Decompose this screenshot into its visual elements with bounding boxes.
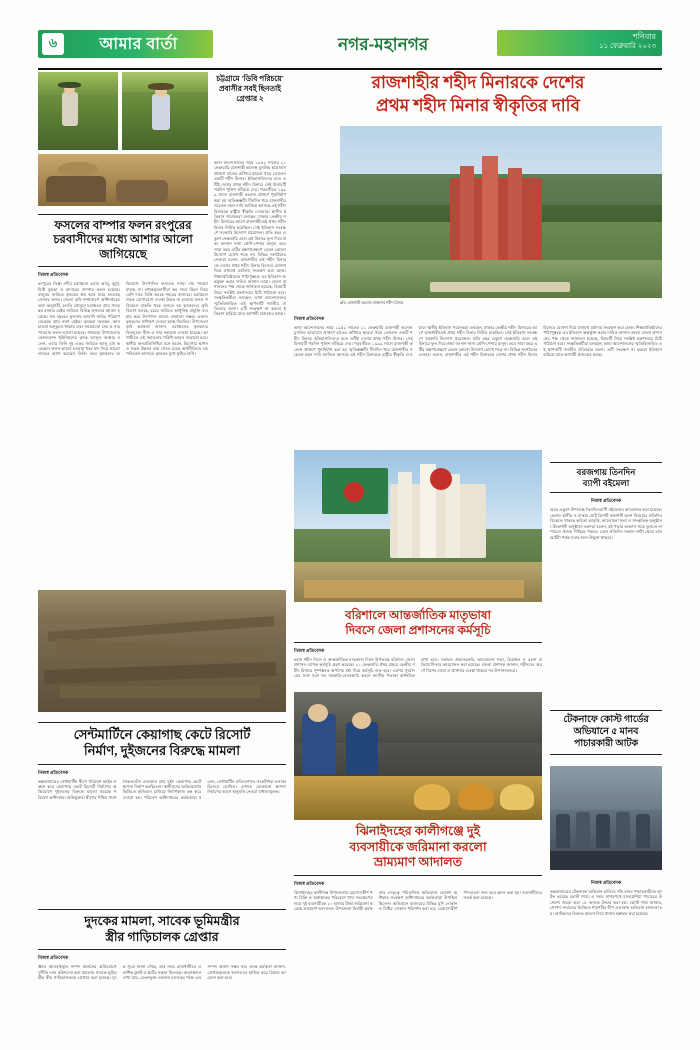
rajshahi-byline: নিজস্ব প্রতিবেদক [294, 316, 325, 321]
divider [38, 949, 286, 950]
masthead-date-block [497, 30, 662, 56]
saintmartin-body: কক্সবাজারের সেন্টমার্টিন দ্বীপে পরিবেশ আইন লঙ্ঘন করে কেয়াগাছ কেটে রিসোর্ট নির্মাণের অভিযোগে দুইজনের বিরুদ্ধে মামলা করেছে পরিবেশ অধিদপ্তর। অভিযুক্তরা দ্বীপের পশ্চিম পাশে সৈকতঘেঁষা এলাকায় প্রায় দুইশ কেয়াগাছ কেটে স্থাপনা নির্মাণ করছিলেন। স্থানীয়দের অভিযোগের ভিত্তিতে অভিযান চালিয়ে নির্মাণকাজ বন্ধ করে দেওয়া হয়। পরিবেশ অধিদপ্তরের কর্মকর্তারা বলেন, সেন্টমার্টিন প্রতিবেশগত সংকটাপন্ন এলাকা হিসেবে ঘোষিত। এখানে যেকোনো স্থাপনা নির্মাণের আগে অনুমতি নেওয়া বাধ্যতামূলক। [38, 778, 286, 800]
photo-shahid-minar-rajshahi [340, 126, 662, 298]
photo-detained-traffickers [550, 766, 662, 870]
lead-box-body: ভাষা আন্দোলনের সময় ১৯৫২ সালের ২১ ফেব্রুয়ারি রাজশাহী কলেজ মুসলিম ছাত্রাবাস প্রাঙ্গণে রাতের আঁধারে ছাত্ররা গড়ে তোলেন একটি শহীদ মিনার। ইতিহাসবিদদের মতে এটিই দেশের প্রথম শহীদ মিনার। সেই মিনারটি পরদিন পুলিশ গুঁড়িয়ে দেয়। পরবর্তীতে ১৯৯৯ সালে রাজশাহী কলেজ প্রাঙ্গণে পুনর্নির্মাণ করা হয় স্মৃতিস্তম্ভটি। দীর্ঘদিন ধরে রাজশাহীর সচেতন মহল দাবি জানিয়ে আসছে এই শহীদ মিনারকে রাষ্ট্রীয় স্বীকৃতি দেওয়ার। স্থানীয় ইতিহাস গবেষকরা বলছেন, ঢাকার কেন্দ্রীয় শহীদ মিনারের আগে রাজশাহীতেই প্রথম শহীদ মিনার নির্মিত হয়েছিল। সেই ইতিহাস সংরক্ষণে সরকারি উদ্যোগ প্রয়োজন। প্রতি বছর একুশে ফেব্রুয়ারি এলে এই মিনারে ফুল দিয়ে শ্রদ্ধা জানান নানা শ্রেণি-পেশার মানুষ। তবে সারা বছর এটির রক্ষণাবেক্ষণে তেমন কোনো উদ্যোগ চোখে পড়ে না। বিভিন্ন সংগঠনের নেতারা বলেন, রাজশাহীর এই শহীদ মিনারকে দেশের প্রথম শহীদ মিনার হিসেবে ঘোষণা দিয়ে যথাযথ মর্যাদায় সংরক্ষণ করা হোক। শিক্ষাপ্রতিষ্ঠানের পাঠ্যপুস্তকে এর ইতিহাস অন্তর্ভুক্ত করার দাবিও জানান তারা। জেলা প্রশাসনের পক্ষ থেকে জানানো হয়েছে, বিষয়টি নিয়ে সংশ্লিষ্ট মন্ত্রণালয়ে চিঠি পাঠানো হবে। সংস্কৃতিকর্মীরা বলছেন, ভাষা আন্দোলনের স্মৃতিবিজড়িত এই স্থাপনাটি জাতীয় ঐতিহ্যের অংশ। এটি সংরক্ষণ না করলে ইতিহাস হারিয়ে যাবে আগামী প্রজন্মের কাছে। [214, 160, 286, 317]
photo-farmer-spray-1 [38, 72, 118, 150]
rajshahi-headline-line1[interactable]: রাজশাহীর শহীদ মিনারকে দেশের [371, 73, 585, 92]
rangpur-headline-line2[interactable]: চরবাসীদের মধ্যে আশার আলো জাগিয়েছে [53, 234, 193, 261]
lead-box-text: চট্টগ্রামে 'ডিবি পরিচয়ে' প্রবাসীর সবই ছিনতাই গ্রেপ্তার ২ [216, 74, 284, 103]
divider [38, 266, 208, 267]
rangpur-byline: নিজস্ব প্রতিবেদক [38, 272, 69, 278]
divider [550, 492, 662, 493]
divider [38, 764, 286, 765]
borojoya-byline: নিজস্ব প্রতিবেদক [590, 498, 622, 504]
barishal-headline-line1[interactable]: বরিশালে আন্তর্জাতিক মাতৃভাষা [344, 608, 492, 622]
photo-shahid-minar-flag [294, 450, 542, 602]
jhenaidah-body: ঝিনাইদহের কালীগঞ্জ উপজেলায় মেয়াদোত্তীর্ণ পণ্য বিক্রি ও অস্বাস্থ্যকর পরিবেশে খাদ্য সংরক্ষণের দায়ে দুই ব্যবসায়ীকে ২০ হাজার টাকা জরিমানা করেছে ভ্রাম্যমাণ আদালত। উপজেলা নির্বাহী কর্মকর্তার নেতৃত্বে পরিচালিত অভিযানে ভোক্তা অধিকার সংরক্ষণ অধিদপ্তরের কর্মকর্তারা উপস্থিত ছিলেন। অভিযানে বাজারের বিভিন্ন মুদি দোকান ও মিষ্টির দোকান পরিদর্শন করা হয়। মেয়াদোত্তীর্ণ পণ্যগুলো জব্দ করে ধ্বংস করা হয়। ব্যবসায়ীদের সতর্ক করা হয়েছে। [294, 889, 542, 912]
saintmartin-headline-line1[interactable]: সেন্টমার্টিনে কেয়াগাছ কেটে রিসোর্ট [73, 727, 251, 742]
lead-box[interactable] [214, 74, 286, 104]
rajshahi-headline-line2[interactable]: প্রথম শহীদ মিনার স্বীকৃতির দাবি [376, 96, 580, 116]
page-inner [38, 30, 662, 1025]
article-jhenaidah [294, 824, 542, 1012]
teknaf-headline-line1[interactable]: টেকনাফে কোস্ট গার্ডের [563, 715, 649, 725]
photo-potato-harvest [38, 154, 208, 206]
article-dudok [38, 905, 286, 1044]
saintmartin-headline-line2[interactable]: নির্মাণ, দুইজনের বিরুদ্ধে মামলা [83, 743, 241, 759]
photo-cut-keya-trees [38, 590, 286, 712]
divider [550, 754, 662, 755]
teknaf-byline: নিজস্ব প্রতিবেদক [590, 880, 622, 885]
divider [38, 214, 208, 215]
teknaf-body: কক্সবাজারের টেকনাফে অভিযান চালিয়ে পাঁচ মানব পাচারকারীকে আটক করেছে কোস্ট গার্ড। এ সময় সাগরপথে মালয়েশিয়া পাচারের উদ্দেশ্যে জড়ো করা ১৮ জনকে উদ্ধার করা হয়। কোস্ট গার্ড জানায়, গোপন সংবাদের ভিত্তিতে শাহপরীর দ্বীপ এলাকায় অভিযান চালানো হয়। আটকদের বিরুদ্ধে মামলা দিয়ে থানায় হস্তান্তর করা হয়েছে। [550, 889, 662, 916]
masthead-logo-text: আমার বার্তা [99, 35, 178, 53]
borojoya-headline-line2[interactable]: ব্যাপী বইমেলা [582, 477, 630, 488]
barishal-headline-line2[interactable]: দিবসে জেলা প্রশাসনের কর্মসূচি [345, 623, 491, 637]
dudok-byline: নিজস্ব প্রতিবেদক [38, 955, 69, 961]
masthead-date: ১১ ফেব্রুয়ারি ২০২৩ [599, 43, 656, 50]
teknaf-text-block [550, 876, 662, 1029]
article-borojoya [550, 458, 662, 735]
article-teknaf [550, 706, 662, 759]
barishal-body: মহান শহীদ দিবস ও আন্তর্জাতিক মাতৃভাষা দিবস উপলক্ষে বরিশাল জেলা প্রশাসন ব্যাপক কর্মসূচি গ্রহণ করেছে। ২১ ফেব্রুয়ারি প্রথম প্রহরে কেন্দ্রীয় শহীদ মিনারে পুষ্পস্তবক অর্পণের মধ্য দিয়ে কর্মসূচি শুরু হবে। এরপর সূর্যোদয়ের সঙ্গে সঙ্গে সব সরকারি-বেসরকারি ভবনে জাতীয় পতাকা অর্ধনমিত রাখা হবে। সকালে প্রভাতফেরি, আলোচনা সভা, চিত্রাঙ্কন ও রচনা প্রতিযোগিতার আয়োজন করা হয়েছে। জেলা প্রশাসক জানান, শহীদদের স্মরণে বিশেষ দোয়া ও প্রার্থনার ব্যবস্থা থাকবে সব উপাসনালয়ে। [294, 657, 542, 679]
dudok-headline-line2[interactable]: স্ত্রীর গাড়িচালক গ্রেপ্তার [105, 929, 219, 944]
divider [38, 722, 286, 723]
rajshahi-text-block [294, 312, 662, 465]
dudok-headline-line1[interactable]: দুদকের মামলা, সাবেক ভূমিমন্ত্রীর [84, 914, 240, 928]
masthead [38, 30, 662, 64]
jhenaidah-headline-line1[interactable]: ঝিনাইদহের কালীগঞ্জে দুই [355, 824, 481, 838]
divider [294, 642, 542, 643]
rangpur-body: রংপুরের তিস্তা নদীর চরাঞ্চলে এবার আলু, ভুট্টা, মিষ্টি কুমড়া ও বাদামের বাম্পার ফলন হয়েছে। বালুময় জমিতে কৃষকের শ্রম আর ঘামে ফলেছে সোনার ফসল। জেলা কৃষি সম্প্রসারণ অধিদপ্তরের তথ্য অনুযায়ী, চলতি মৌসুমে চরাঞ্চলে প্রায় সাড়ে ছয় হাজার হেক্টর জমিতে বিভিন্ন ফসলের আবাদ হয়েছে। গত বছরের তুলনায় আবাদি জমির পরিমাণ বেড়েছে প্রায় নয়শ হেক্টর। কৃষকরা বলছেন, আবহাওয়া অনুকূলে থাকায় এবং সময়মতো সেচ ও সার পাওয়ায় ফলন ভালো হয়েছে। গঙ্গাচড়া উপজেলার কোলকোন্দ ইউনিয়নের কৃষক আব্দুল জব্বার বলেন, এবার তিনি দুই একর জমিতে আলু চাষ করেছেন। ফলন ভালো হওয়ায় খরচ বাদ দিয়ে ভালো লাভের আশা করছেন তিনি। তবে কৃষকদের অভিযোগ, উৎপাদিত ফসলের ন্যায্য দাম পাওয়া যাচ্ছে না। মধ্যস্বত্বভোগীরা কম দামে কিনে নিয়ে বেশি দামে বিক্রি করছে শহরের বাজারে। চরাঞ্চলে সড়ক যোগাযোগ ব্যবস্থা উন্নত না হওয়ায় ফসল পরিবহনে বাড়তি খরচ গুনতে হয় কৃষকদের। কৃষি বিভাগ বলছে, চরের জমিতে আধুনিক প্রযুক্তি ব্যবহার করে উৎপাদন আরও বাড়ানো সম্ভব। এজন্য কৃষকদের প্রশিক্ষণ দেওয়া হচ্ছে নিয়মিত। উপজেলা কৃষি কর্মকর্তা জানান, চরাঞ্চলের কৃষকদের বিনামূল্যে বীজ ও সার সহায়তা দেওয়া হয়েছে। আগামীতে এই সহায়তার পরিধি আরও বাড়ানো হবে। স্থানীয় জনপ্রতিনিধিরা মনে করেন, হিমাগার স্থাপন ও সড়ক উন্নয়ন করা গেলে চরের অর্থনীতিতে বড় পরিবর্তন আসবে। কৃষকের মুখে ফুটবে হাসি। [38, 281, 208, 357]
divider [38, 909, 286, 910]
photo-mobile-court-market [294, 692, 542, 820]
teknaf-headline-line3[interactable]: পাচারকারী আটক [573, 738, 639, 749]
teknaf-headline-line2[interactable]: অভিযানে ৫ মানব [573, 726, 639, 737]
photo-farmer-spray-2 [122, 72, 208, 150]
borojoya-headline-line1[interactable]: বরজগায় তিনদিন [576, 467, 636, 477]
divider [550, 710, 662, 711]
borojoya-body: অমর একুশে উপলক্ষে তিনদিনব্যাপী বইমেলার আয়োজন করা হয়েছে। মেলায় স্থানীয় ও ঢাকার মোট ত্রিশটি প্রকাশনী অংশ নিয়েছে। প্রতিদিন বিকেলে থাকছে কবিতা আবৃত্তি, আলোচনা সভা ও সাংস্কৃতিক অনুষ্ঠান। উদ্বোধনী অনুষ্ঠানে বক্তারা বলেন, বই পড়ার অভ্যাস গড়ে তুলতে না পারলে প্রজন্ম পিছিয়ে পড়বে। মেলা প্রতিদিন সকাল দশটা থেকে রাত আটটা পর্যন্ত সবার জন্য উন্মুক্ত থাকবে। [550, 507, 662, 540]
jhenaidah-byline: নিজস্ব প্রতিবেদক [294, 880, 325, 886]
masthead-logo-block[interactable] [38, 30, 213, 58]
saintmartin-byline: নিজস্ব প্রতিবেদক [38, 769, 69, 775]
masthead-badge: ৬ [42, 33, 64, 55]
jhenaidah-headline-line3[interactable]: ভ্রাম্যমাণ আদালত [373, 855, 463, 870]
barishal-byline: নিজস্ব প্রতিবেদক [294, 648, 325, 653]
divider [294, 875, 542, 876]
rajshahi-body: ভাষা আন্দোলনের সময় ১৯৫২ সালের ২১ ফেব্রুয়ারি রাজশাহী কলেজ মুসলিম ছাত্রাবাস প্রাঙ্গণে রাতের আঁধারে ছাত্ররা গড়ে তোলেন একটি শহীদ মিনার। ইতিহাসবিদদের মতে এটিই দেশের প্রথম শহীদ মিনার। সেই মিনারটি পরদিন পুলিশ গুঁড়িয়ে দেয়। পরবর্তীতে ১৯৯৯ সালে রাজশাহী কলেজ প্রাঙ্গণে পুনর্নির্মাণ করা হয় স্মৃতিস্তম্ভটি। দীর্ঘদিন ধরে রাজশাহীর সচেতন মহল দাবি জানিয়ে আসছে এই শহীদ মিনারকে রাষ্ট্রীয় স্বীকৃতি দেওয়ার। স্থানীয় ইতিহাস গবেষকরা বলছেন, ঢাকার কেন্দ্রীয় শহীদ মিনারের আগে রাজশাহীতেই প্রথম শহীদ মিনার নির্মিত হয়েছিল। সেই ইতিহাস সংরক্ষণে সরকারি উদ্যোগ প্রয়োজন। প্রতি বছর একুশে ফেব্রুয়ারি এলে এই মিনারে ফুল দিয়ে শ্রদ্ধা জানান নানা শ্রেণি-পেশার মানুষ। তবে সারা বছর এটির রক্ষণাবেক্ষণে তেমন কোনো উদ্যোগ চোখে পড়ে না। বিভিন্ন সংগঠনের নেতারা বলেন, রাজশাহীর এই শহীদ মিনারকে দেশের প্রথম শহীদ মিনার হিসেবে ঘোষণা দিয়ে যথাযথ মর্যাদায় সংরক্ষণ করা হোক। শিক্ষাপ্রতিষ্ঠানের পাঠ্যপুস্তকে এর ইতিহাস অন্তর্ভুক্ত করার দাবিও জানান তারা। জেলা প্রশাসনের পক্ষ থেকে জানানো হয়েছে, বিষয়টি নিয়ে সংশ্লিষ্ট মন্ত্রণালয়ে চিঠি পাঠানো হবে। সংস্কৃতিকর্মীরা বলছেন, ভাষা আন্দোলনের স্মৃতিবিজড়িত এই স্থাপনাটি জাতীয় ঐতিহ্যের অংশ। এটি সংরক্ষণ না করলে ইতিহাস হারিয়ে যাবে আগামী প্রজন্মের কাছে। [294, 325, 662, 358]
caption-rajshahi-photo: ছবি: রাজশাহী কলেজ প্রাঙ্গণের শহীদ মিনার [340, 301, 404, 305]
rangpur-headline-line1[interactable]: ফসলের বাম্পার ফলন রংপুরের [54, 220, 192, 232]
jhenaidah-headline-line2[interactable]: ব্যবসায়ীকে জরিমানা করলো [349, 839, 487, 854]
masthead-day: শনিবার [633, 32, 656, 41]
section-title: নগর-মহানগর [338, 35, 429, 54]
divider [550, 462, 662, 463]
masthead-rule [38, 68, 662, 70]
dudok-body: জ্ঞাত আয়বহির্ভূত সম্পদ অর্জনের অভিযোগে দুর্নীতি দমন কমিশনের করা মামলায় সাবেক ভূমিমন্ত্রীর স্ত্রীর গাড়িচালককে গ্রেপ্তার করা হয়েছে। দুদক সূত্রে জানা গেছে, তার নামে রাজধানীতে একাধিক ফ্ল্যাট ও প্লটের সন্ধান মিলেছে। অনুসন্ধানে দেখা যায়, বেতনভুক্ত একজন চালকের পক্ষে এত সম্পদ অর্জন সম্ভব নয়। তদন্ত কর্মকর্তা জানান, গ্রেপ্তারকৃতকে আদালতে হাজির করে রিমান্ড আবেদন করা হবে। [38, 964, 286, 981]
article-rajshahi [294, 72, 662, 117]
